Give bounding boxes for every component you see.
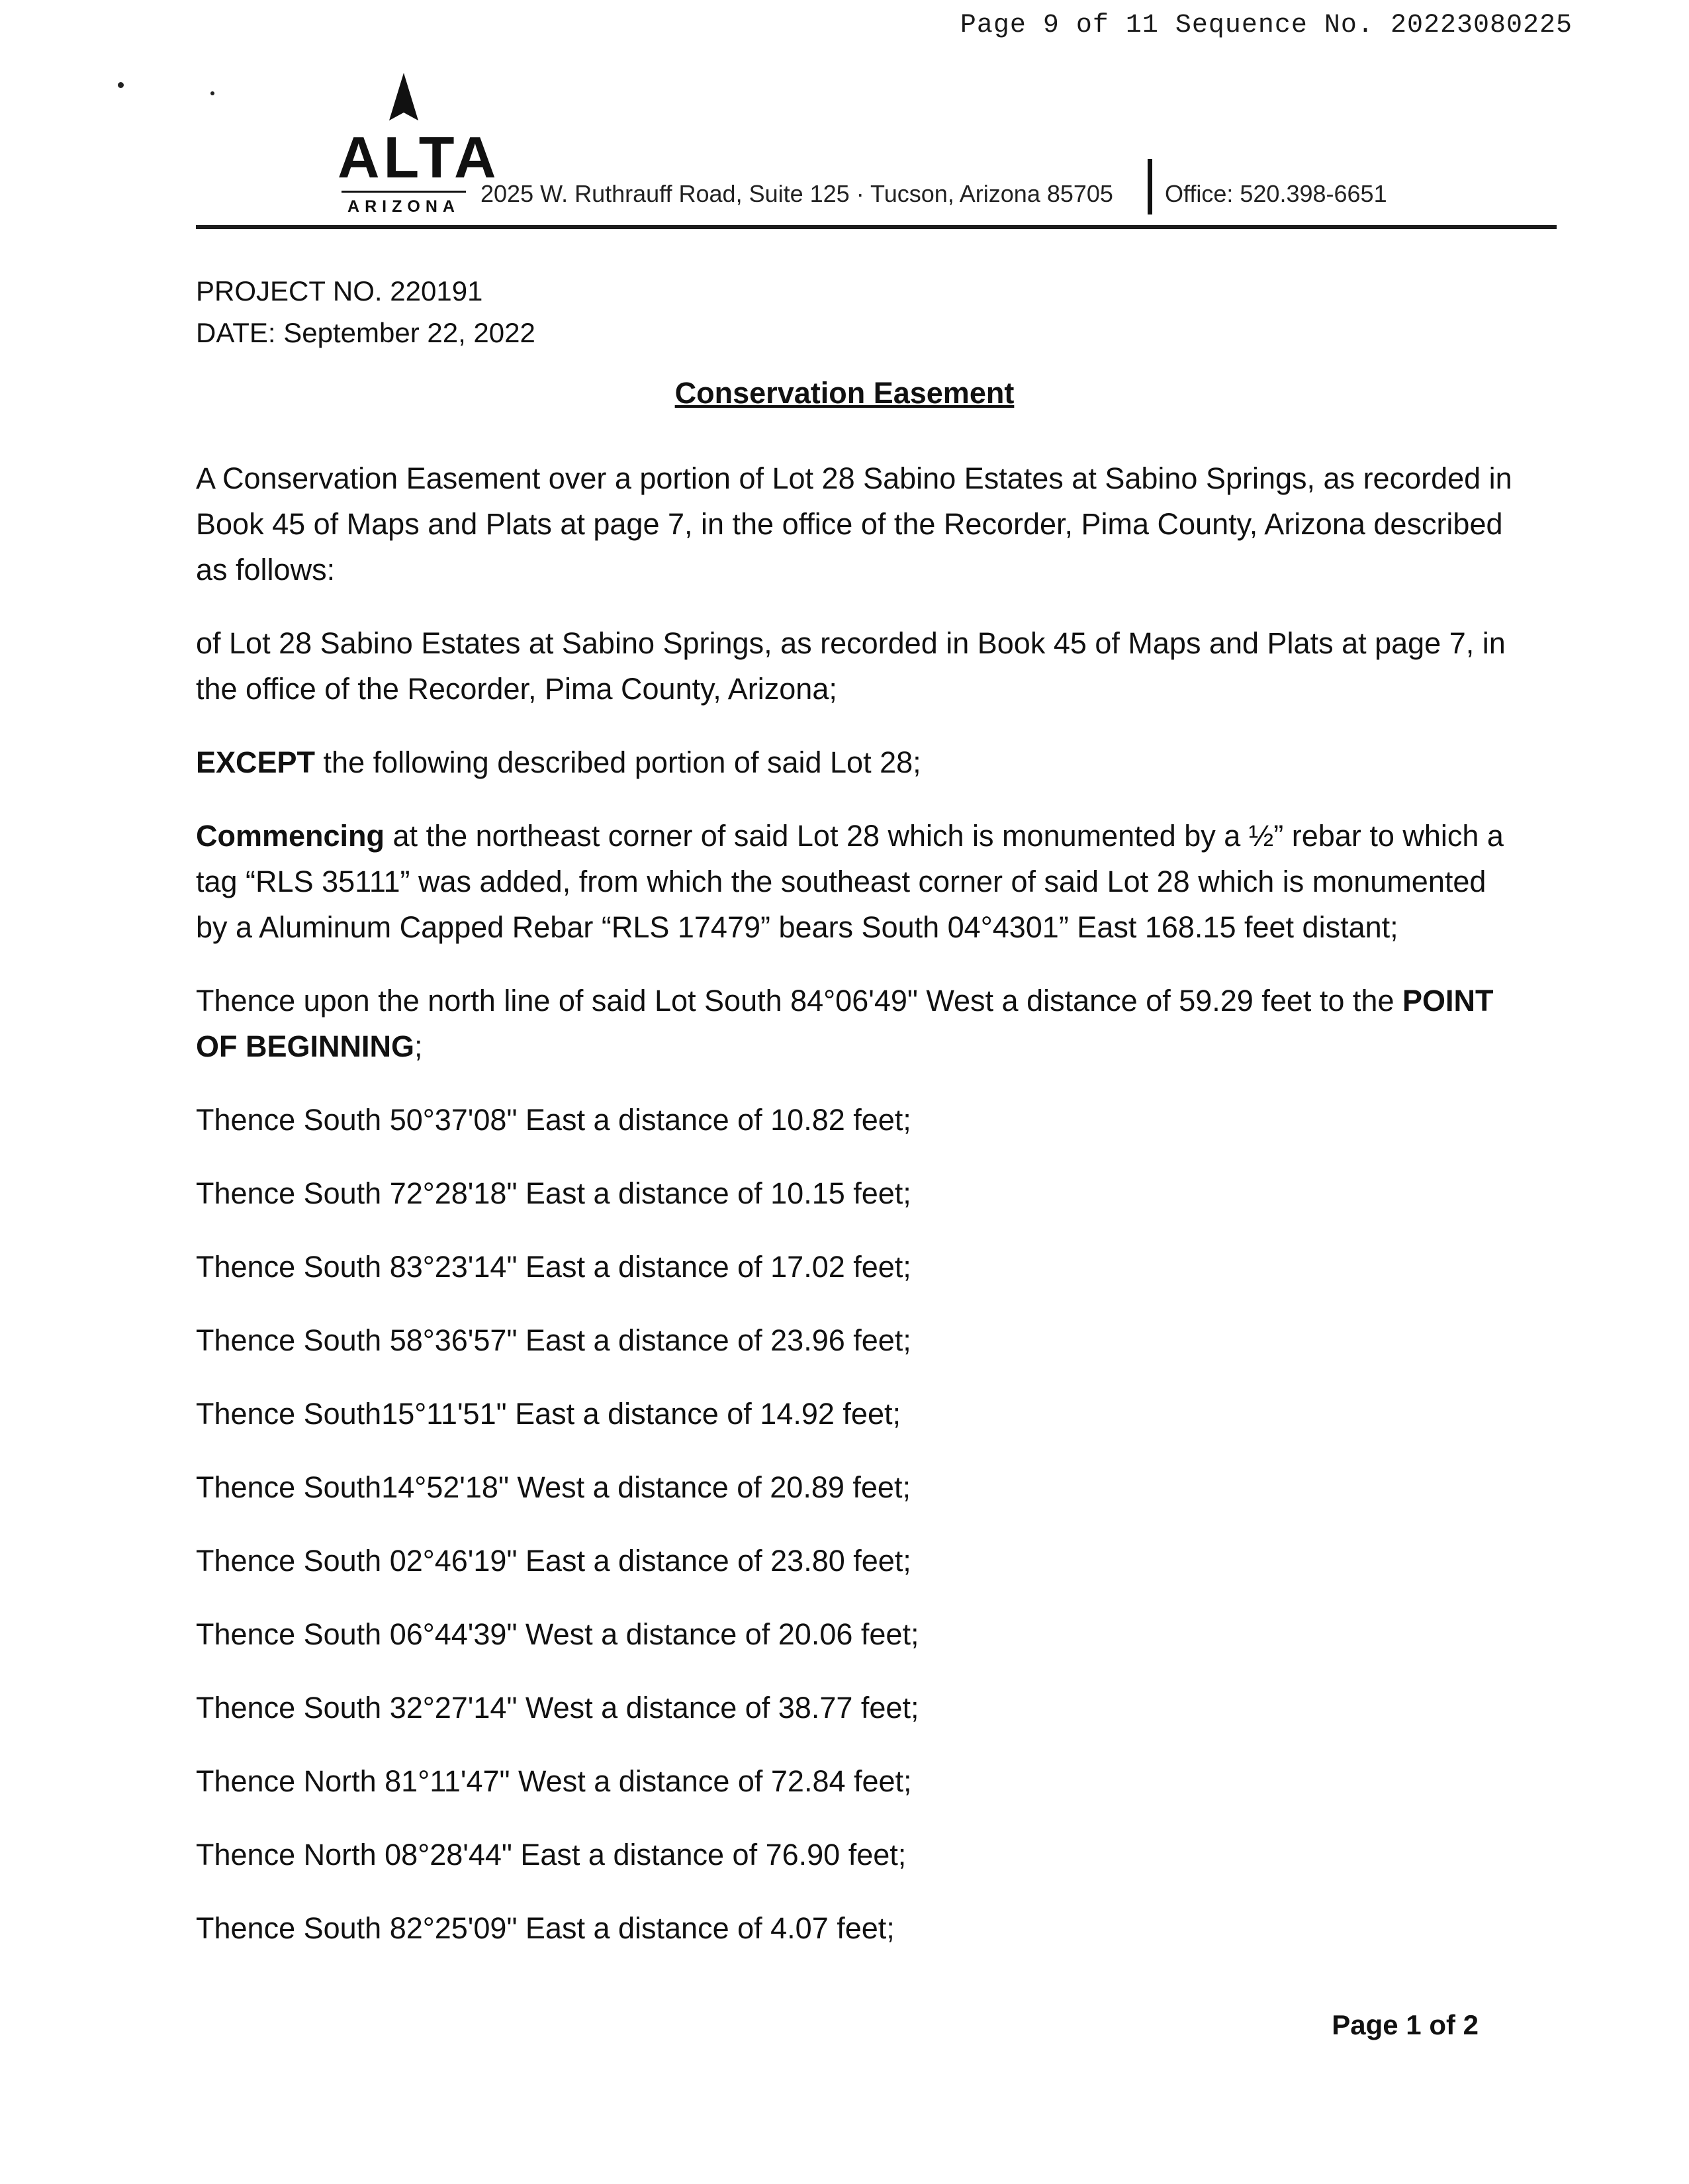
logo-rule <box>342 191 466 193</box>
course-line: Thence South 50°37'08" East a distance of 10.82 feet; <box>196 1103 911 1137</box>
north-line-text: Thence upon the north line of said Lot South 84°06'49" West a distance of 59.29 feet to the <box>196 984 1402 1018</box>
alta-arizona-logo <box>338 73 500 225</box>
intro-paragraph: A Conservation Easement over a portion of Lot 28 Sabino Estates at Sabino Springs, as recorded in Book 45 of Maps and Plats at page 7, in the office of the Recorder, Pima County, Arizona described as follows: <box>196 461 1512 587</box>
lot-reference-paragraph: of Lot 28 Sabino Estates at Sabino Springs, as recorded in Book 45 of Maps and Plats at page 7, in the office of the Recorder, Pima County, Arizona; <box>196 626 1506 706</box>
point-of-beginning-keyword: POINT OF BEGINNING <box>196 984 1494 1063</box>
letterhead-office-phone: Office: 520.398-6651 <box>1165 180 1387 207</box>
pob-terminator: ; <box>414 1029 423 1063</box>
recorder-stamp: Page 9 of 11 Sequence No. 20223080225 <box>960 11 1573 40</box>
scan-speck <box>118 82 124 88</box>
letterhead-rule <box>196 225 1557 229</box>
except-paragraph <box>196 739 1520 785</box>
letterhead-divider <box>1148 159 1152 214</box>
document-title: Conservation Easement <box>674 376 1015 410</box>
course-list <box>196 1097 1520 1951</box>
page-footer: Page 1 of 2 <box>1332 2009 1479 2040</box>
course-line: Thence South 06°44'39" West a distance of 20.06 feet; <box>196 1617 919 1651</box>
logo-subword: ARIZONA <box>347 197 460 216</box>
legal-description <box>196 455 1520 1979</box>
letterhead <box>196 68 1557 233</box>
course-line: Thence South 58°36'57" East a distance of 23.96 feet; <box>196 1323 911 1357</box>
commencing-paragraph <box>196 813 1520 950</box>
course-line: Thence South 32°27'14" West a distance of 38.77 feet; <box>196 1691 919 1725</box>
letterhead-address: 2025 W. Ruthrauff Road, Suite 125 · Tucson, Arizona 85705 <box>480 180 1113 207</box>
arrowhead-icon <box>388 73 420 126</box>
commencing-text: at the northeast corner of said Lot 28 which is monumented by a ½” rebar to which a tag “RLS 35111” was added, from which the southeast corner of said Lot 28 which is monumented by a Aluminum Capped Rebar “RLS 17479” bears South 04°4301” East 168.15 feet distant; <box>196 819 1504 944</box>
course-line: Thence North 08°28'44" East a distance of 76.90 feet; <box>196 1838 907 1872</box>
course-line: Thence South 02°46'19" East a distance of 23.80 feet; <box>196 1544 911 1578</box>
course-line: Thence South 83°23'14" East a distance of 17.02 feet; <box>196 1250 911 1284</box>
course-line: Thence South14°52'18" West a distance of 20.89 feet; <box>196 1470 911 1504</box>
except-keyword: EXCEPT <box>196 745 316 779</box>
logo-word: ALTA <box>338 124 500 190</box>
except-text: the following described portion of said Lot 28; <box>315 745 921 779</box>
course-line: Thence North 81°11'47" West a distance of 72.84 feet; <box>196 1764 912 1798</box>
commencing-keyword: Commencing <box>196 819 385 853</box>
project-meta <box>196 270 535 354</box>
project-number: PROJECT NO. 220191 <box>196 275 483 307</box>
north-line-paragraph <box>196 978 1520 1069</box>
project-date: DATE: September 22, 2022 <box>196 317 535 348</box>
course-line: Thence South 82°25'09" East a distance of 4.07 feet; <box>196 1911 895 1945</box>
course-line: Thence South 72°28'18" East a distance of 10.15 feet; <box>196 1176 911 1210</box>
course-line: Thence South15°11'51" East a distance of 14.92 feet; <box>196 1397 901 1431</box>
